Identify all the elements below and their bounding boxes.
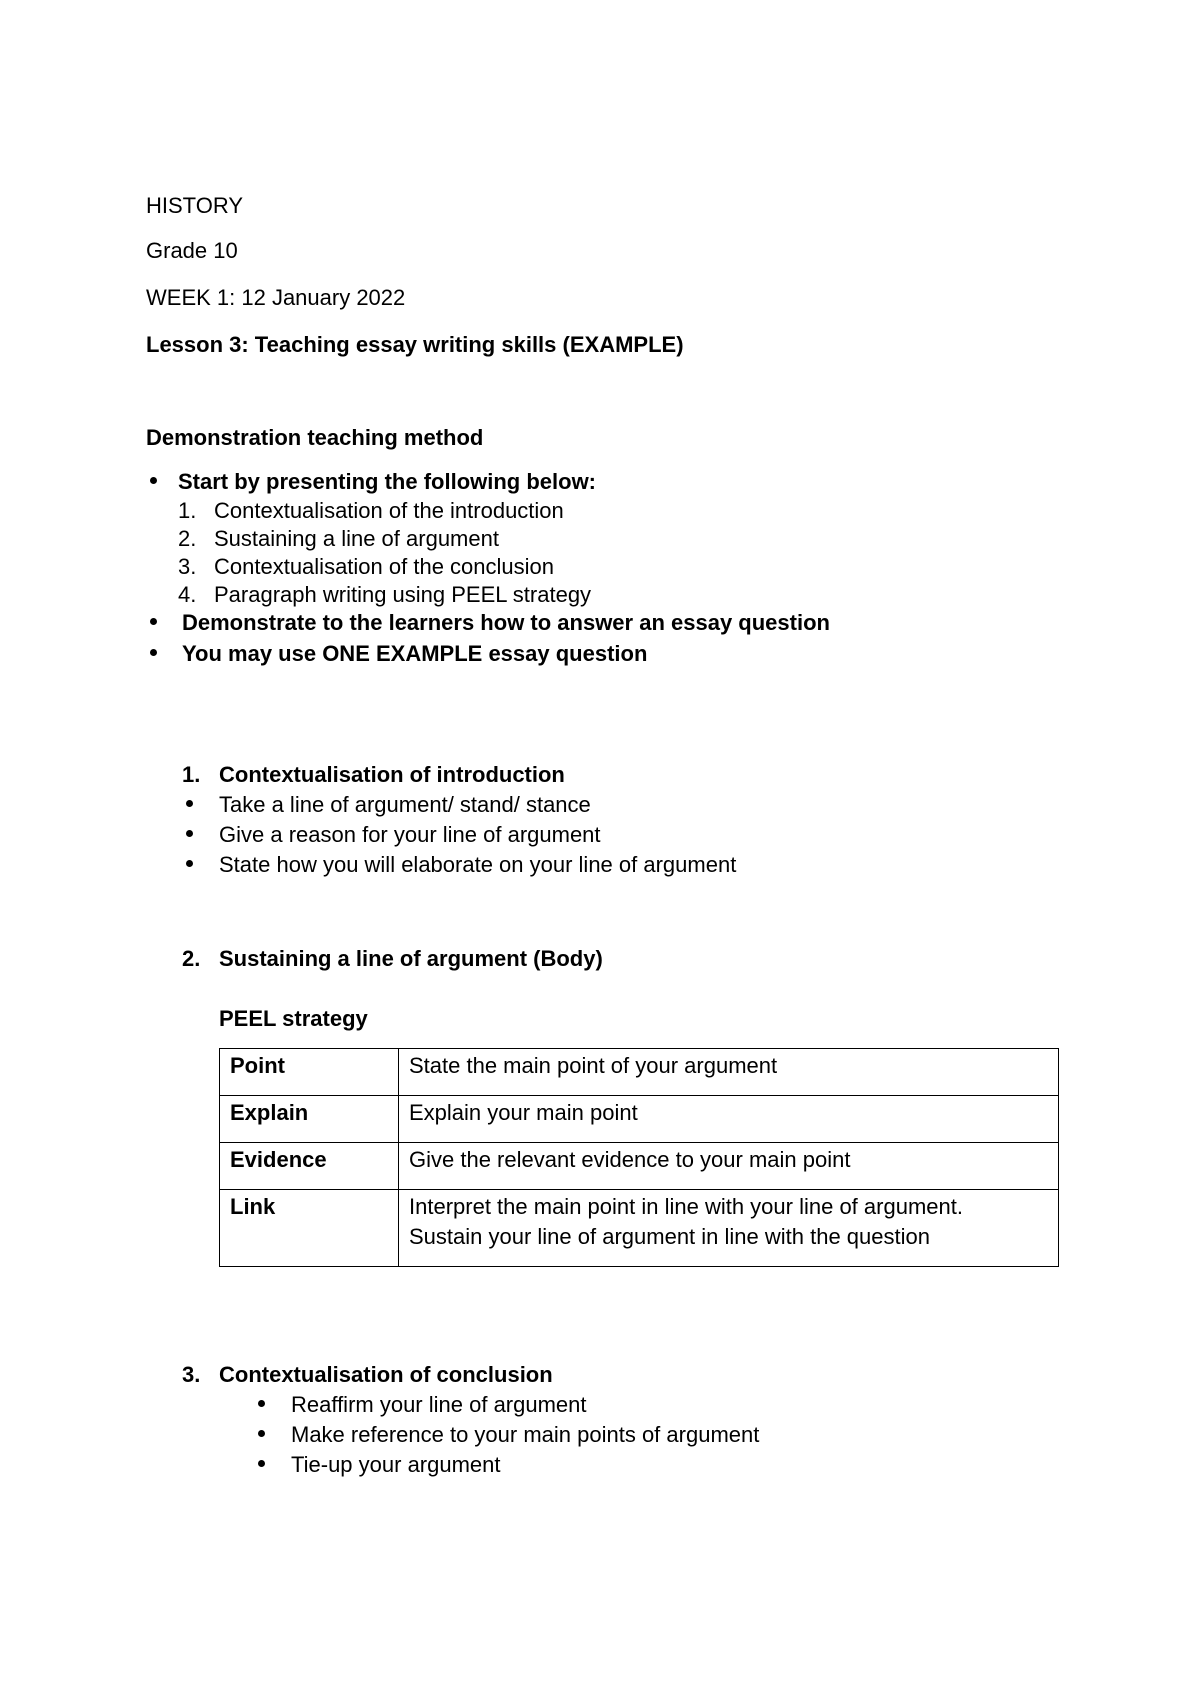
bullet-icon	[186, 800, 193, 807]
peel-subheading: PEEL strategy	[219, 1006, 368, 1031]
table-row	[220, 1049, 1059, 1096]
section-number: 1.	[182, 762, 201, 787]
list-item: Paragraph writing using PEEL strategy	[214, 582, 592, 607]
table-row	[220, 1096, 1059, 1143]
bullet-icon	[258, 1430, 265, 1437]
table-row	[220, 1190, 1059, 1267]
bullet-icon	[258, 1400, 265, 1407]
bullet-icon	[150, 477, 157, 484]
section1-heading: Contextualisation of introduction	[219, 762, 565, 787]
method-bullet: Start by presenting the following below:	[178, 469, 597, 494]
bullet-icon	[150, 649, 157, 656]
list-number: 4.	[178, 582, 197, 607]
list-item: Give a reason for your line of argument	[219, 822, 601, 847]
list-item: Tie-up your argument	[291, 1452, 501, 1477]
method-heading: Demonstration teaching method	[146, 425, 484, 450]
bullet-icon	[186, 860, 193, 867]
list-number: 3.	[178, 554, 197, 579]
list-item: Take a line of argument/ stand/ stance	[219, 792, 591, 817]
table-row	[220, 1143, 1059, 1190]
table-key-cell: Point	[220, 1049, 399, 1096]
list-item: State how you will elaborate on your line of argument	[219, 852, 737, 877]
list-item: Sustaining a line of argument	[214, 526, 499, 551]
section-number: 2.	[182, 946, 201, 971]
method-bullet: You may use ONE EXAMPLE essay question	[182, 641, 648, 666]
table-value-line: Sustain your line of argument in line with the question	[409, 1224, 930, 1249]
week-label: WEEK 1: 12 January 2022	[146, 285, 406, 310]
table-value-line: Interpret the main point in line with your line of argument.	[409, 1194, 963, 1219]
list-item: Contextualisation of the conclusion	[214, 554, 554, 579]
subject-title: HISTORY	[146, 193, 243, 218]
bullet-icon	[258, 1460, 265, 1467]
list-item: Make reference to your main points of argument	[291, 1422, 760, 1447]
lesson-title: Lesson 3: Teaching essay writing skills (EXAMPLE)	[146, 332, 684, 357]
method-bullet: Demonstrate to the learners how to answer an essay question	[182, 610, 830, 635]
section3-heading: Contextualisation of conclusion	[219, 1362, 553, 1387]
bullet-icon	[186, 830, 193, 837]
table-value-cell: Give the relevant evidence to your main point	[399, 1143, 1059, 1190]
table-key-cell: Explain	[220, 1096, 399, 1143]
section-number: 3.	[182, 1362, 201, 1387]
table-value-cell: Explain your main point	[399, 1096, 1059, 1143]
list-item: Contextualisation of the introduction	[214, 498, 564, 523]
section2-heading: Sustaining a line of argument (Body)	[219, 946, 603, 971]
list-item: Reaffirm your line of argument	[291, 1392, 587, 1417]
table-key-cell: Evidence	[220, 1143, 399, 1190]
list-number: 1.	[178, 498, 197, 523]
list-number: 2.	[178, 526, 197, 551]
table-key-cell: Link	[220, 1190, 399, 1267]
bullet-icon	[150, 618, 157, 625]
grade-label: Grade 10	[146, 238, 238, 263]
peel-table	[219, 1048, 1059, 1267]
table-value-cell	[399, 1190, 1059, 1267]
table-value-cell: State the main point of your argument	[399, 1049, 1059, 1096]
